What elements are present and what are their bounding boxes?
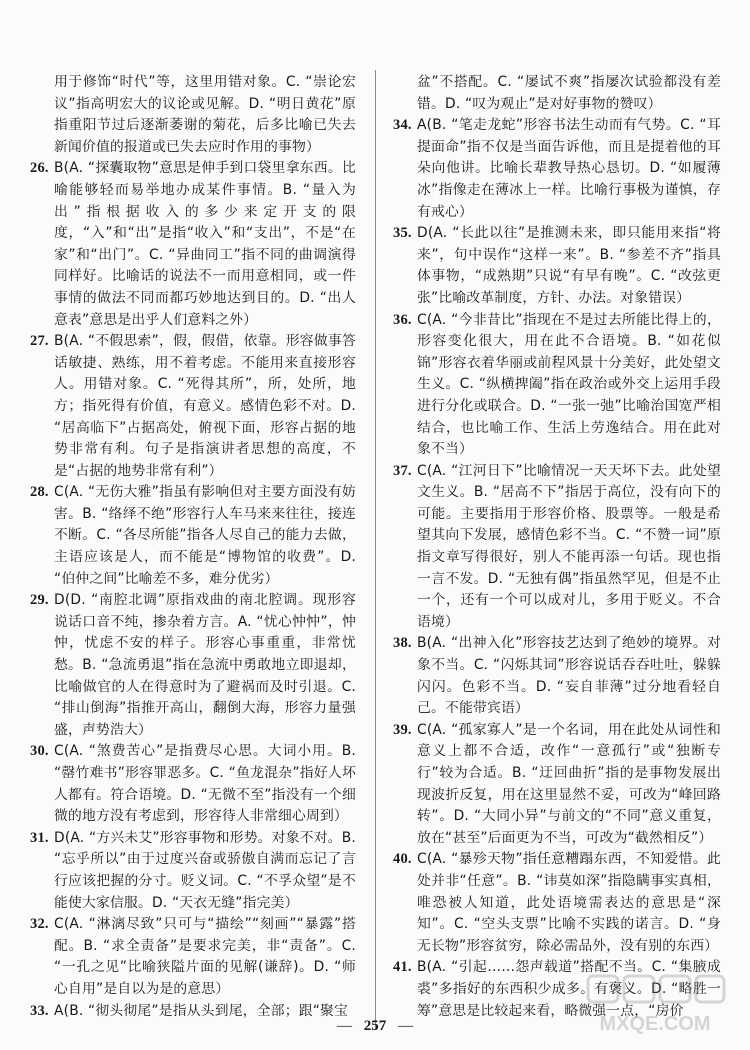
item-text: 用于修饰“时代”等，这里用错对象。C. “崇论宏议”指高明宏大的议论或见解。D. “明日黄花”原指重阳节过后逐渐萎谢的菊花，后多比喻已失去新闻价值的报道或已失去应时作用的事物） [54,74,356,155]
footer-dash-left: — [337,1018,352,1034]
item-number: 29. [30,592,49,609]
item-text: 盆”不搭配。C. “屡试不爽”指屡次试验都没有差错。D. “叹为观止”是对好事物的赞叹） [417,74,721,112]
answer-item [30,331,356,482]
page-number: 257 [363,1018,387,1034]
watermark-text: MXQE.COM [599,1013,711,1035]
answer-item [393,72,721,115]
item-number: 33. [30,1002,49,1019]
item-number: 31. [30,829,49,846]
answer-item [30,158,356,331]
answer-item [30,482,356,590]
item-text: C(A. “煞费苦心”是指费尽心思。大词小用。B. “罄竹难书”形容罪恶多。C. “鱼龙混杂”指好人坏人都有。符合语境。D. “无微不至”指没有一个细微的地方没有考虑到，形容待人非常细心周到） [54,743,356,825]
item-text: D(A. “方兴未艾”形容事物和形势。对象不对。B. “忘乎所以”由于过度兴奋或骄傲自满而忘记了言行应该把握的分寸。贬义词。C. “不孚众望”是不能使大家信服。D. “天衣无缝”指完美） [54,829,356,911]
item-number: 27. [30,333,49,350]
answer-item [393,115,721,223]
item-text: B(A. “探囊取物”意思是伸手到口袋里拿东西。比喻能够轻而易举地办成某件事情。B. “量入为出”指根据收入的多少来定开支的限度，“入”和“出”是指“收入”和“支出”，不是“在家”和“出门”。C. “异曲同工”指不同的曲调演得同样好。比喻话的说法不一而用意相同，或一件事情的做法不同而都巧妙地达到目的。D. “出人意表”意思是出乎人们意料之外） [54,160,356,328]
item-text: B(A. “不假思索”，假，假借，依靠。形容做事答话敏捷、熟练，用不着考虑。不能用来直接形容人。用错对象。C. “死得其所”，所，处所，地方；指死得有价值，有意义。感情色彩不对。D. “居高临下”占据高处，俯视下面，形容占据的地势非常有利。句子是指演讲者思想的高度，不是“占据的地势非常有利”） [54,333,356,479]
item-text: A(B. “彻头彻尾”是指从头到尾，全部；跟“聚宝 [54,1002,349,1019]
answer-item [393,849,721,957]
item-number: 40. [393,851,412,868]
item-number: 39. [393,721,412,738]
item-text: C(A. “今非昔比”指现在不是过去所能比得上的，形容变化很大，用在此不合语境。B. “如花似锦”形容衣着华丽或前程风景十分美好，此处望文生义。C. “纵横捭阖”指在政治或外交上运用手段进行分化或联合。D. “一张一弛”比喻治国宽严相结合，也比喻工作、生活上劳逸结合。用在此对象不当） [417,311,721,458]
answer-item [30,72,356,158]
answer-item [393,223,721,309]
right-column [393,72,721,1022]
left-column [30,72,356,1022]
item-number: 37. [393,462,412,479]
item-number: 28. [30,484,49,501]
answer-item [393,720,721,850]
item-text: A(B. “笔走龙蛇”形容书法生动而有气势。C. “耳提面命”指不仅是当面告诉他，而且是提着他的耳朵向他讲。比喻长辈教导热心恳切。D. “如履薄冰”指像走在薄冰上一样。比喻行事极为谨慎，存有戒心） [417,117,721,220]
item-number: 35. [393,225,412,242]
item-text: D(D. “南腔北调”原指戏曲的南北腔调。现形容说话口音不纯，掺杂着方言。A. “忧心忡忡”，忡忡，忧虑不安的样子。形容心事重重，非常忧愁。B. “急流勇退”指在急流中勇敢地立即退却，比喻做官的人在得意时为了避祸而及时引退。C. “排山倒海”指推开高山，翻倒大海，形容力量强盛，声势浩大） [54,592,356,738]
item-text: C(A. “孤家寡人”是一个名词，用在此处从词性和意义上都不合适，改作“一意孤行”或“独断专行”较为合适。B. “迂回曲折”指的是事物发展出现波折反复，用在这里显然不妥，可改为“峰回路转”。D. “大同小异”与前文的“不同”意义重复，放在“甚至”后面更为不当，可改为“截然相反”） [417,721,721,846]
answer-item [393,310,721,461]
answer-item [30,828,356,914]
item-number: 36. [393,311,412,328]
answer-item [30,590,356,741]
item-text: B(A. “引起……怨声载道”搭配不当。C. “集腋成裘”多指好的东西积少成多。有褒义。D. “略胜一筹”意思是比较起来看，略微强一点，“房价 [417,959,721,1019]
answer-item [393,633,721,719]
answer-item [393,461,721,634]
column-divider [375,70,376,1030]
watermark-logo [580,970,730,1040]
item-text: C(A. “江河日下”比喻情况一天天坏下去。此处望文生义。B. “居高不下”指居于高位，没有向下的可能。主要指用于形容价格、股票等。一般是希望其向下发展，感情色彩不当。C. “不赞一词”原指文章写得很好，别人不能再添一句话。现也指一言不发。D. “无独有偶”指虽然罕见，但是不止一个，还有一个可以成对儿，多用于贬义。不合语境） [417,462,721,630]
item-text: C(A. “暴殄天物”指任意糟蹋东西，不知爱惜。此处并非“任意”。B. “讳莫如深”指隐瞒事实真相，唯恐被人知道，此处语境需表达的意思是“深知”。C. “空头支票”比喻不实践的诺言。D. “身无长物”形容贫穷，除必需品外，没有别的东西） [417,851,721,954]
item-number: 41. [393,959,412,976]
item-text: D(A. “长此以往”是推测未来，即只能用来指“将来”，句中误作“这样一来”。B. “参差不齐”指具体事物，“成熟期”只说“有早有晚”。C. “改弦更张”比喻改革制度，方针、办法。对象错误） [417,225,721,306]
answer-item [30,741,356,827]
answer-item [30,914,356,1000]
item-text: C(A. “淋漓尽致”只可与“描绘”“刻画”“暴露”搭配。B. “求全责备”是要求完美，非“责备”。C. “一孔之见”比喻狭隘片面的见解(谦辞)。D. “师心自用”是自以为是的意思） [54,916,356,997]
item-number: 38. [393,635,412,652]
item-number: 26. [30,160,49,177]
item-text: C(A. “无伤大雅”指虽有影响但对主要方面没有妨害。B. “络绎不绝”形容行人车马来来往往，接连不断。C. “各尽所能”指各人尽自己的能力去做，主语应该是人，而不能是“博物馆的收费”。D. “伯仲之间”比喻差不多，难分优劣） [54,484,356,587]
item-number: 30. [30,743,49,760]
item-number: 32. [30,916,49,933]
item-number: 34. [393,117,412,134]
footer-dash-right: — [398,1018,413,1034]
item-text: B(A. “出神入化”形容技艺达到了绝妙的境界。对象不当。C. “闪烁其词”形容说话吞吞吐吐，躲躲闪闪。色彩不当。D. “妄自菲薄”过分地看轻自己。不能带宾语） [417,635,721,717]
